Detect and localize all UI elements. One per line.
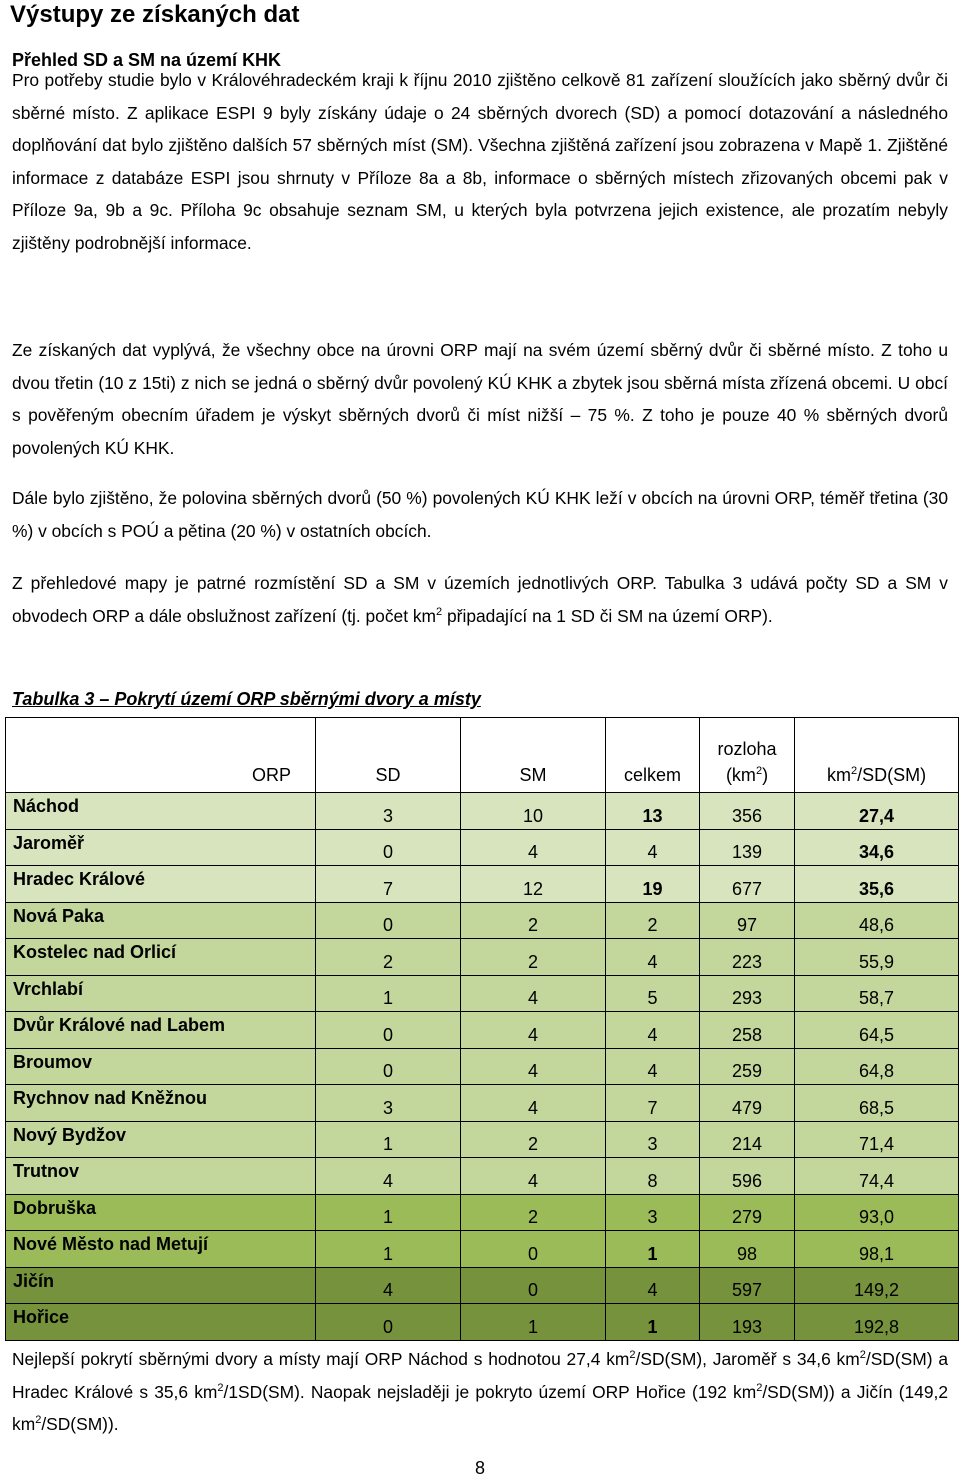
table-row [6,1085,959,1122]
cell-celkem: 1 [606,1231,700,1268]
table-row [6,1194,959,1231]
cell-orp: Dvůr Králové nad Labem [6,1012,316,1049]
cell-ratio: 34,6 [795,829,959,866]
cell-rozloha: 223 [700,939,795,976]
cell-sm: 4 [461,1012,606,1049]
cell-rozloha: 259 [700,1048,795,1085]
cell-rozloha: 356 [700,793,795,830]
header-rozloha-unit: (km [725,765,756,785]
cell-ratio: 98,1 [795,1231,959,1268]
cell-orp: Hradec Králové [6,866,316,903]
table-row [6,939,959,976]
paragraph-map-note-text-2: připadající na 1 SD či SM na území ORP). [442,605,773,626]
cell-orp: Náchod [6,793,316,830]
header-rozloha-close: ) [762,765,769,785]
table-header-row [6,718,959,793]
table-row [6,1048,959,1085]
table-row [6,975,959,1012]
cell-orp: Rychnov nad Kněžnou [6,1085,316,1122]
cell-celkem: 8 [606,1158,700,1195]
table-body [6,793,959,1341]
superscript: 2 [756,1381,763,1394]
cell-rozloha: 479 [700,1085,795,1122]
cell-sd: 1 [316,1231,461,1268]
cell-rozloha: 293 [700,975,795,1012]
cell-sd: 1 [316,1121,461,1158]
cell-sm: 1 [461,1304,606,1341]
cell-sm: 4 [461,975,606,1012]
paragraph-conclusion-text: Nejlepší pokrytí sběrnými dvory a místy mají ORP Náchod s hodnotou 27,4 km [12,1349,630,1369]
page-number: 8 [474,1458,485,1478]
cell-rozloha: 193 [700,1304,795,1341]
cell-sm: 4 [461,1085,606,1122]
table-row [6,1267,959,1304]
cell-celkem: 4 [606,1048,700,1085]
cell-orp: Nový Bydžov [6,1121,316,1158]
table-row [6,902,959,939]
cell-celkem: 4 [606,1267,700,1304]
header-celkem: celkem [606,718,700,793]
superscript: 2 [436,605,443,618]
cell-ratio: 64,8 [795,1048,959,1085]
paragraph-conclusion-text: /SD(SM) a Hradec Králové s 35,6 km [12,1349,948,1402]
cell-sd: 0 [316,1304,461,1341]
cell-celkem: 4 [606,829,700,866]
cell-rozloha: 139 [700,829,795,866]
cell-celkem: 1 [606,1304,700,1341]
section-heading: Přehled SD a SM na území KHK [12,50,282,70]
cell-sm: 12 [461,866,606,903]
cell-rozloha: 279 [700,1194,795,1231]
cell-sm: 2 [461,902,606,939]
table-row [6,1231,959,1268]
cell-orp: Hořice [6,1304,316,1341]
cell-celkem: 7 [606,1085,700,1122]
cell-ratio: 55,9 [795,939,959,976]
cell-sd: 3 [316,793,461,830]
cell-rozloha: 596 [700,1158,795,1195]
paragraph-distribution: Dále bylo zjištěno, že polovina sběrných dvorů (50 %) povolených KÚ KHK leží v obcích na úrovni ORP, téměř třetina (30 %) v obcích s POÚ a pětina (20 %) v ostatních obcích. [12,488,948,541]
cell-ratio: 58,7 [795,975,959,1012]
header-rozloha [700,718,795,793]
table-row [6,1158,959,1195]
cell-rozloha: 677 [700,866,795,903]
cell-sm: 2 [461,939,606,976]
table-row [6,866,959,903]
cell-orp: Broumov [6,1048,316,1085]
cell-sd: 0 [316,1048,461,1085]
cell-celkem: 3 [606,1121,700,1158]
cell-sm: 0 [461,1267,606,1304]
cell-sd: 1 [316,1194,461,1231]
cell-sm: 4 [461,829,606,866]
cell-rozloha: 597 [700,1267,795,1304]
cell-sd: 4 [316,1158,461,1195]
cell-ratio: 74,4 [795,1158,959,1195]
cell-celkem: 5 [606,975,700,1012]
cell-ratio: 149,2 [795,1267,959,1304]
cell-orp: Jaroměř [6,829,316,866]
table-row [6,1121,959,1158]
superscript: 2 [629,1349,636,1362]
superscript: 2 [850,765,858,777]
superscript: 2 [35,1414,42,1427]
superscript: 2 [217,1381,224,1394]
table-caption: Tabulka 3 – Pokrytí území ORP sběrnými dvory a místy [12,689,481,709]
header-ratio-rest: /SD(SM) [857,765,927,785]
header-ratio [795,718,959,793]
cell-celkem: 4 [606,1012,700,1049]
header-ratio-unit: km [826,765,851,785]
paragraph-orp-coverage: Ze získaných dat vyplývá, že všechny obce na úrovni ORP mají na svém území sběrný dvůr či sběrné místo. Z toho u dvou třetin (10 z 15ti) z nich se jedná o sběrný dvůr povolený KÚ KHK a zbytek jsou sběrná místa zřízená obcemi. U obcí s pověřeným obecním úřadem je výskyt sběrných dvorů či míst nižší – 75 %. Z toho je pouze 40 % sběrných dvorů povolených KÚ KHK. [12,340,948,458]
cell-sd: 4 [316,1267,461,1304]
cell-ratio: 64,5 [795,1012,959,1049]
table-row [6,1304,959,1341]
table-row [6,829,959,866]
cell-orp: Nová Paka [6,902,316,939]
cell-sm: 2 [461,1194,606,1231]
cell-sd: 3 [316,1085,461,1122]
cell-celkem: 3 [606,1194,700,1231]
cell-ratio: 192,8 [795,1304,959,1341]
paragraph-conclusion [12,1343,948,1441]
cell-orp: Dobruška [6,1194,316,1231]
cell-sd: 0 [316,902,461,939]
cell-ratio: 71,4 [795,1121,959,1158]
cell-sd: 2 [316,939,461,976]
paragraph-conclusion-text: /1SD(SM). Naopak nejslaději je pokryto území ORP Hořice (192 km [223,1381,757,1402]
cell-sd: 1 [316,975,461,1012]
cell-celkem: 19 [606,866,700,903]
cell-rozloha: 98 [700,1231,795,1268]
cell-ratio: 93,0 [795,1194,959,1231]
cell-celkem: 13 [606,793,700,830]
cell-sm: 10 [461,793,606,830]
cell-ratio: 68,5 [795,1085,959,1122]
cell-sd: 0 [316,1012,461,1049]
cell-ratio: 27,4 [795,793,959,830]
cell-rozloha: 97 [700,902,795,939]
cell-celkem: 2 [606,902,700,939]
cell-sm: 0 [461,1231,606,1268]
header-rozloha-line1: rozloha [717,739,777,759]
cell-rozloha: 258 [700,1012,795,1049]
cell-orp: Kostelec nad Orlicí [6,939,316,976]
cell-orp: Jičín [6,1267,316,1304]
cell-sd: 0 [316,829,461,866]
paragraph-map-note [12,567,948,632]
paragraph-map-note-text-1: Z přehledové mapy je patrné rozmístění SD a SM v územích jednotlivých ORP. Tabulka 3 udává počty SD a SM v obvodech ORP a dále obslužnost zařízení (tj. počet km [12,573,948,626]
superscript: 2 [859,1349,866,1362]
paragraph-conclusion-text: /SD(SM)). [41,1414,119,1435]
cell-orp: Trutnov [6,1158,316,1195]
superscript: 2 [755,765,763,777]
page-title: Výstupy ze získaných dat [10,1,300,28]
cell-ratio: 48,6 [795,902,959,939]
header-sd: SD [316,718,461,793]
cell-sd: 7 [316,866,461,903]
orp-coverage-table [5,717,959,1341]
paragraph-overview: Pro potřeby studie bylo v Královéhradeckém kraji k říjnu 2010 zjištěno celkově 81 zařízení sloužících jako sběrný dvůr či sběrné místo. Z aplikace ESPI 9 byly získány údaje o 24 sběrných dvorech (SD) a pomocí dotazování a následného doplňování dat bylo zjištěno dalších 57 sběrných míst (SM). Všechna zjištěná zařízení jsou zobrazena v Mapě 1. Zjištěné informace z databáze ESPI jsou shrnuty v Příloze 8a a 8b, informace o sběrných místech zřizovaných obcemi pak v Příloze 9a, 9b a 9c. Příloha 9c obsahuje seznam SM, u kterých byla potvrzena jejich existence, ale prozatím nebyly zjištěny podrobnější informace. [12,70,948,253]
table-row [6,1012,959,1049]
header-sm: SM [461,718,606,793]
cell-orp: Nové Město nad Metují [6,1231,316,1268]
cell-celkem: 4 [606,939,700,976]
cell-ratio: 35,6 [795,866,959,903]
cell-rozloha: 214 [700,1121,795,1158]
table-row [6,793,959,830]
cell-sm: 2 [461,1121,606,1158]
header-orp: ORP [6,718,316,793]
cell-orp: Vrchlabí [6,975,316,1012]
paragraph-conclusion-text: /SD(SM)) a Jičín (149,2 km [12,1381,948,1435]
cell-sm: 4 [461,1158,606,1195]
cell-sm: 4 [461,1048,606,1085]
paragraph-conclusion-text: /SD(SM), Jaroměř s 34,6 km [635,1349,860,1369]
